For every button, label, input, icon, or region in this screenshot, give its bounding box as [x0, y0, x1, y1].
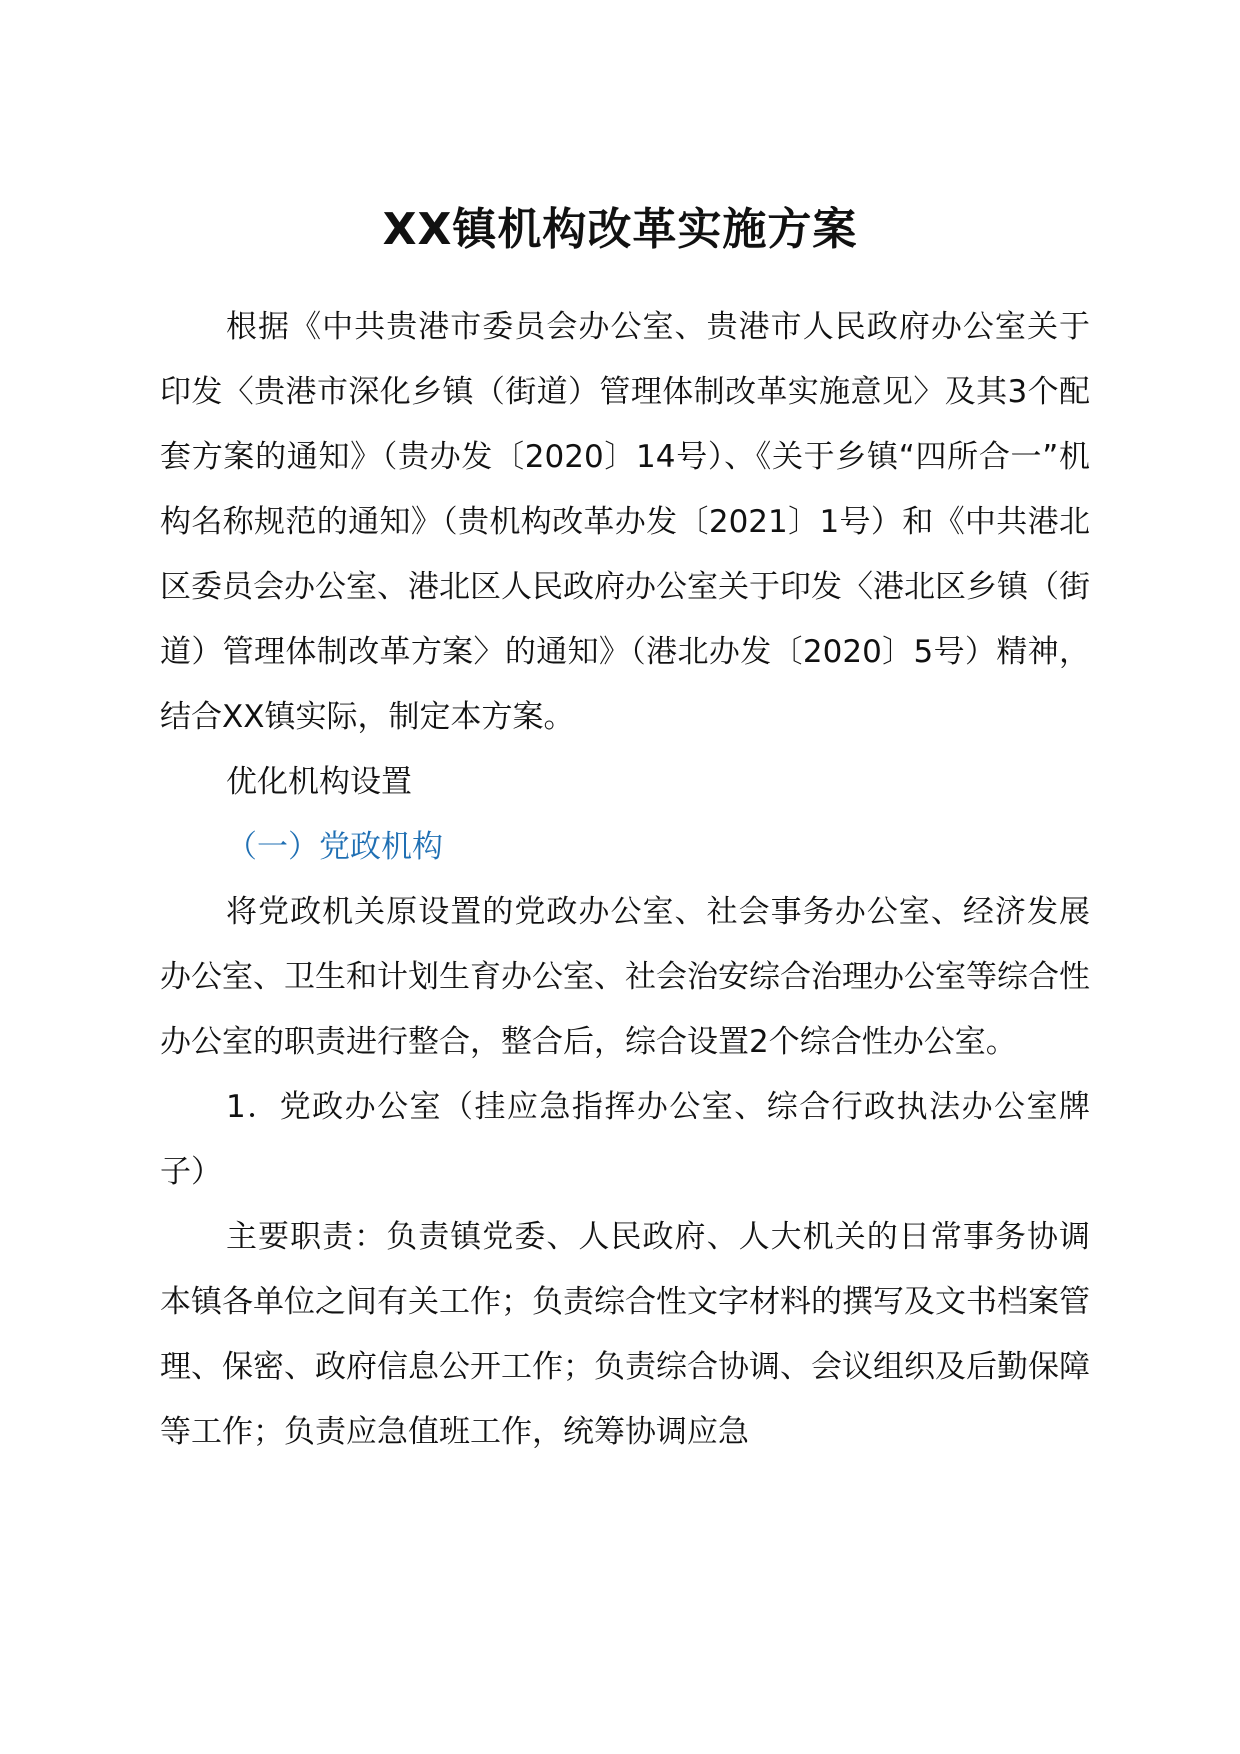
- subsection-heading: （一）党政机构: [226, 829, 443, 865]
- intro-paragraph: 根据《中共贵港市委员会办公室、贵港市人民政府办公室关于印发〈贵港市深化乡镇（街道）管理体制改革实施意见〉及其3个配套方案的通知》（贵办发〔2020〕14号）、《关于乡镇“四所合一”机构名称规范的通知》（贵机构改革办发〔2021〕1号）和《中共港北区委员会办公室、港北区人民政府办公室关于印发〈港北区乡镇（街道）管理体制改革方案〉的通知》（港北办发〔2020〕5号）精神，结合XX镇实际，制定本方案。: [160, 309, 1090, 735]
- paragraph-integration: 将党政机关原设置的党政办公室、社会事务办公室、经济发展办公室、卫生和计划生育办公室、社会治安综合治理办公室等综合性办公室的职责进行整合，整合后，综合设置2个综合性办公室。: [160, 894, 1090, 1060]
- paragraph-duties: 主要职责：负责镇党委、人民政府、人大机关的日常事务协调本镇各单位之间有关工作；负责综合性文字材料的撰写及文书档案管理、保密、政府信息公开工作；负责综合协调、会议组织及后勤保障等工作；负责应急值班工作，统筹协调应急: [160, 1219, 1090, 1450]
- document-title: XX镇机构改革实施方案: [382, 204, 858, 255]
- document-body: [160, 295, 1090, 1465]
- item-1-heading: 1．党政办公室（挂应急指挥办公室、综合行政执法办公室牌子）: [160, 1089, 1090, 1190]
- section-heading: 优化机构设置: [226, 764, 412, 800]
